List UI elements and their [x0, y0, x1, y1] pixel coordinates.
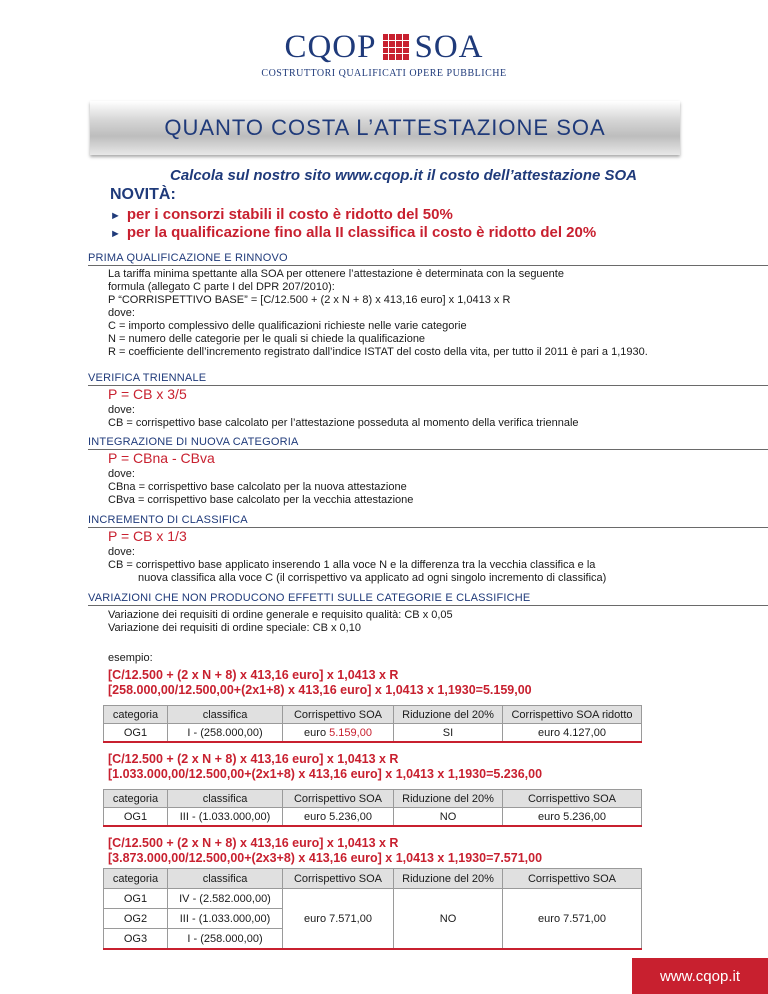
novita-label: NOVITÀ:: [110, 186, 176, 203]
logo: [0, 28, 768, 79]
table-cell: euro 5.236,00: [503, 808, 642, 827]
page-title: QUANTO COSTA L’ATTESTAZIONE SOA: [164, 115, 606, 140]
header-cell: categoria: [104, 790, 168, 808]
header-cell: Corrispettivo SOA: [503, 869, 642, 889]
esempio-label: esempio:: [108, 652, 153, 664]
text-line: Variazione dei requisiti di ordine speciale: CB x 0,10: [108, 622, 361, 634]
example-formula: [C/12.500 + (2 x N + 8) x 413,16 euro] x 1,0413 x R: [108, 836, 399, 850]
promo-text: Calcola sul nostro sito www.cqop.it il costo dell’attestazione SOA: [170, 167, 638, 184]
logo-right: SOA: [414, 28, 484, 65]
text-line: dove:: [108, 546, 135, 558]
table-cell: OG1: [104, 889, 168, 909]
brick-logo-icon: [383, 34, 409, 60]
header-cell: classifica: [168, 706, 283, 724]
novita-item: [110, 224, 596, 241]
example-table: [103, 705, 642, 743]
example-table: [103, 789, 642, 827]
text-line: dove:: [108, 404, 135, 416]
section-title: INTEGRAZIONE DI NUOVA CATEGORIA: [88, 436, 768, 450]
table-cell: I - (258.000,00): [168, 724, 283, 743]
text-line: formula (allegato C parte I del DPR 207/2010):: [108, 281, 335, 293]
header-cell: Corrispettivo SOA ridotto: [503, 706, 642, 724]
novita-item-text: per la qualificazione fino alla II classifica il costo è ridotto del 20%: [126, 224, 597, 241]
table-cell: III - (1.033.000,00): [168, 909, 283, 929]
novita-item: [110, 206, 453, 223]
text-line: R = coefficiente dell’incremento registrato dall’indice ISTAT del costo della vita, per tutto il 2011 è pari a 1,1930.: [108, 346, 648, 358]
section-title: INCREMENTO DI CLASSIFICA: [88, 514, 768, 528]
cell-value: 5.159,00: [329, 726, 372, 739]
table-cell: euro 4.127,00: [503, 724, 642, 743]
example-formula: [C/12.500 + (2 x N + 8) x 413,16 euro] x 1,0413 x R: [108, 752, 399, 766]
text-line: dove:: [108, 307, 135, 319]
table-cell: OG3: [104, 929, 168, 950]
text-line: Variazione dei requisiti di ordine generale e requisito qualità: CB x 0,05: [108, 609, 453, 621]
example-calculation: [1.033.000,00/12.500,00+(2x1+8) x 413,16 euro] x 1,0413 x 1,1930=5.236,00: [108, 767, 543, 781]
table-row: [104, 889, 642, 909]
header-cell: Corrispettivo SOA: [283, 790, 394, 808]
text-line: CBva = corrispettivo base calcolato per la vecchia attestazione: [108, 494, 414, 506]
text-line: La tariffa minima spettante alla SOA per ottenere l’attestazione è determinata con la seguente: [108, 268, 564, 280]
formula: P = CB x 3/5: [108, 386, 187, 402]
text-line: nuova classifica alla voce C (il corrispettivo va applicato ad ogni singolo incremento di classifica): [138, 572, 607, 584]
table-cell: OG1: [104, 724, 168, 743]
text-line: N = numero delle categorie per le quali si chiede la qualificazione: [108, 333, 426, 345]
arrow-right-icon: ►: [110, 228, 121, 240]
text-line: CB = corrispettivo base calcolato per l’attestazione posseduta al momento della verifica triennale: [108, 417, 579, 429]
example-table: [103, 868, 642, 950]
header-cell: Corrispettivo SOA: [283, 869, 394, 889]
header-cell: classifica: [168, 790, 283, 808]
text-line: CBna = corrispettivo base calcolato per la nuova attestazione: [108, 481, 407, 493]
novita-item-text: per i consorzi stabili il costo è ridotto del 50%: [126, 206, 453, 223]
table-cell: SI: [394, 724, 503, 743]
cell-prefix: euro: [304, 726, 330, 739]
table-row: [104, 808, 642, 827]
table-row: [104, 724, 642, 743]
formula: P “CORRISPETTIVO BASE” = [C/12.500 + (2 x N + 8) x 413,16 euro] x 1,0413 x R: [108, 294, 511, 306]
table-header-row: [104, 869, 642, 889]
table-cell: NO: [394, 808, 503, 827]
table-cell: IV - (2.582.000,00): [168, 889, 283, 909]
header-cell: categoria: [104, 869, 168, 889]
section-title: VERIFICA TRIENNALE: [88, 372, 768, 386]
header-cell: categoria: [104, 706, 168, 724]
table-header-row: [104, 706, 642, 724]
table-cell: euro 5.236,00: [283, 808, 394, 827]
formula: P = CB x 1/3: [108, 528, 187, 544]
example-calculation: [258.000,00/12.500,00+(2x1+8) x 413,16 euro] x 1,0413 x 1,1930=5.159,00: [108, 683, 532, 697]
header-cell: Riduzione del 20%: [394, 869, 503, 889]
table-cell: NO: [394, 889, 503, 950]
header-cell: Corrispettivo SOA: [283, 706, 394, 724]
arrow-right-icon: ►: [110, 210, 121, 222]
text-line: C = importo complessivo delle qualificazioni richieste nelle varie categorie: [108, 320, 467, 332]
section-title: VARIAZIONI CHE NON PRODUCONO EFFETTI SULLE CATEGORIE E CLASSIFICHE: [88, 592, 768, 606]
section-title: PRIMA QUALIFICAZIONE E RINNOVO: [88, 252, 768, 266]
table-header-row: [104, 790, 642, 808]
header-cell: Riduzione del 20%: [394, 790, 503, 808]
website-link[interactable]: www.cqop.it: [632, 958, 768, 994]
formula: P = CBna - CBva: [108, 450, 215, 466]
text-line: CB = corrispettivo base applicato inserendo 1 alla voce N e la differenza tra la vecchia classifica e la: [108, 559, 596, 571]
table-cell: euro 7.571,00: [503, 889, 642, 950]
example-formula: [C/12.500 + (2 x N + 8) x 413,16 euro] x 1,0413 x R: [108, 668, 399, 682]
logo-left: CQOP: [284, 28, 377, 65]
header-cell: Riduzione del 20%: [394, 706, 503, 724]
table-cell: [283, 724, 394, 743]
table-cell: OG2: [104, 909, 168, 929]
logo-subtitle: COSTRUTTORI QUALIFICATI OPERE PUBBLICHE: [261, 68, 507, 79]
table-cell: euro 7.571,00: [283, 889, 394, 950]
example-calculation: [3.873.000,00/12.500,00+(2x3+8) x 413,16 euro] x 1,0413 x 1,1930=7.571,00: [108, 851, 543, 865]
table-cell: I - (258.000,00): [168, 929, 283, 950]
header-cell: Corrispettivo SOA: [503, 790, 642, 808]
title-banner: [90, 101, 680, 155]
table-cell: III - (1.033.000,00): [168, 808, 283, 827]
text-line: dove:: [108, 468, 135, 480]
table-cell: OG1: [104, 808, 168, 827]
header-cell: classifica: [168, 869, 283, 889]
